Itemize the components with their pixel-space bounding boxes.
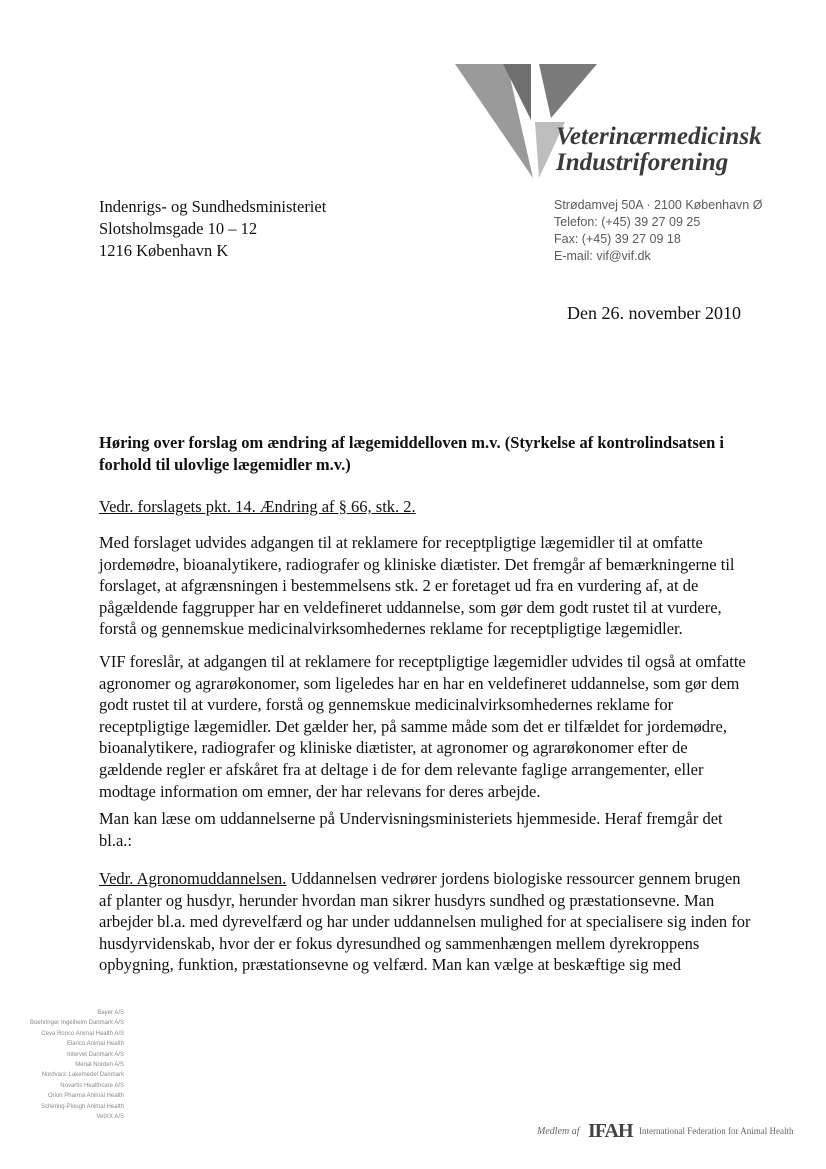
sender-phone: Telefon: (+45) 39 27 09 25 bbox=[554, 215, 701, 229]
member-item: Novartis Healthcare A/S bbox=[60, 1082, 124, 1089]
body-paragraph-3: Man kan læse om uddannelserne på Undervisningsministeriets hjemmeside. Heraf fremgår det bl.a.: bbox=[99, 809, 723, 850]
body-paragraph-4 bbox=[99, 868, 751, 976]
body-paragraph-2: VIF foreslår, at adgangen til at reklamere for receptpligtige lægemidler udvides til også at omfatte agronomer og agrarøkonomer, som ligeledes har en har en veldefineret uddannelse, som gør dem godt rustet til at vurdere, forstå og gennemskue medicinalvirksomhedernes reklame for receptpligtige lægemidler. Det gælder her, på samme måde som det er tilfældet for jordemødre, bioanalytikere, radiografer og kliniske diætister, at agronomer og agrarøkonomer efter de gældende regler er afskåret fra at deltage i de for dem relevante faglige arrangementer, eller modtage information om emner, der har relevans for deres arbejde. bbox=[99, 652, 746, 801]
sender-address: Strødamvej 50A · 2100 København Ø bbox=[554, 198, 763, 212]
paragraph-4-label: Vedr. Agronomuddannelsen. bbox=[99, 869, 287, 888]
recipient-address bbox=[99, 196, 429, 262]
org-name-line1: Veterinærmedicinsk bbox=[556, 123, 762, 150]
member-item: Schering-Plough Animal Health bbox=[40, 1103, 124, 1110]
member-list bbox=[0, 1008, 124, 1122]
letter-date: Den 26. november 2010 bbox=[567, 303, 741, 323]
sender-email: E-mail: vif@vif.dk bbox=[554, 249, 651, 263]
sender-contact bbox=[554, 197, 814, 265]
recipient-line2: Slotsholmsgade 10 – 12 bbox=[99, 219, 258, 238]
member-of-label: Medlem af bbox=[537, 1126, 580, 1137]
member-item: Merial Norden A/S bbox=[75, 1062, 124, 1069]
member-item: Orion Pharma Animal Health bbox=[47, 1093, 124, 1100]
recipient-line1: Indenrigs- og Sundhedsministeriet bbox=[99, 197, 327, 216]
letter-subject: Høring over forslag om ændring af lægemiddelloven m.v. (Styrkelse af kontrolindsatsen i forhold til ulovlige lægemidler m.v.) bbox=[99, 433, 725, 474]
org-name-line2: Industriforening bbox=[556, 149, 729, 176]
member-item: Bayer A/S bbox=[97, 1010, 124, 1016]
section-heading: Vedr. forslagets pkt. 14. Ændring af § 66, stk. 2. bbox=[99, 497, 416, 516]
paragraph-4-text: Uddannelsen vedrører jordens biologiske ressourcer gennem brugen af planter og husdyr, herunder hvordan man sikrer husdyrs sundhed og præstationsevne. Man arbejder bl.a. med dyrevelfærd og har under uddannelsen mulighed for at specialisere sig inden for husdyrvidenskab, hvor der er fokus dyresundhed og sammenhængen mellem dyrekroppens opbygning, funktion, præstationsevne og velfærd. Man kan vælge at beskæftige sig med bbox=[99, 869, 751, 975]
recipient-line3: 1216 København K bbox=[99, 241, 229, 260]
member-item: Ceva Ronco Animal Health A/S bbox=[41, 1030, 124, 1037]
member-item: Elanco Animal Health bbox=[66, 1041, 124, 1048]
member-item: Nordvacc Lakemedel Danmark bbox=[41, 1072, 124, 1079]
sender-fax: Fax: (+45) 39 27 09 18 bbox=[554, 232, 681, 246]
member-item: Intervet Danmark A/S bbox=[66, 1051, 124, 1058]
footer-membership bbox=[537, 1120, 793, 1143]
org-name bbox=[556, 124, 816, 176]
member-item: VetXX A/S bbox=[96, 1114, 124, 1121]
body-paragraph-1: Med forslaget udvides adgangen til at reklamere for receptpligtige lægemidler til at omfatte jordemødre, bioanalytikere, radiografer og kliniske diætister. Det fremgår af bemærkningerne til forslaget, at afgrænsningen i bestemmelsens stk. 2 er foretaget ud fra en vurdering af, at de pågældende faggrupper har en veldefineret uddannelse, som gør dem godt rustet til at vurdere, forstå og gennemskue medicinalvirksomhedernes reklame for receptpligtige lægemidler. bbox=[99, 533, 735, 639]
ifah-full-name: International Federation for Animal Health bbox=[639, 1126, 794, 1136]
member-item: Boehringer Ingelheim Danmark A/S bbox=[29, 1020, 124, 1027]
ifah-logo: IFAH bbox=[588, 1120, 633, 1142]
